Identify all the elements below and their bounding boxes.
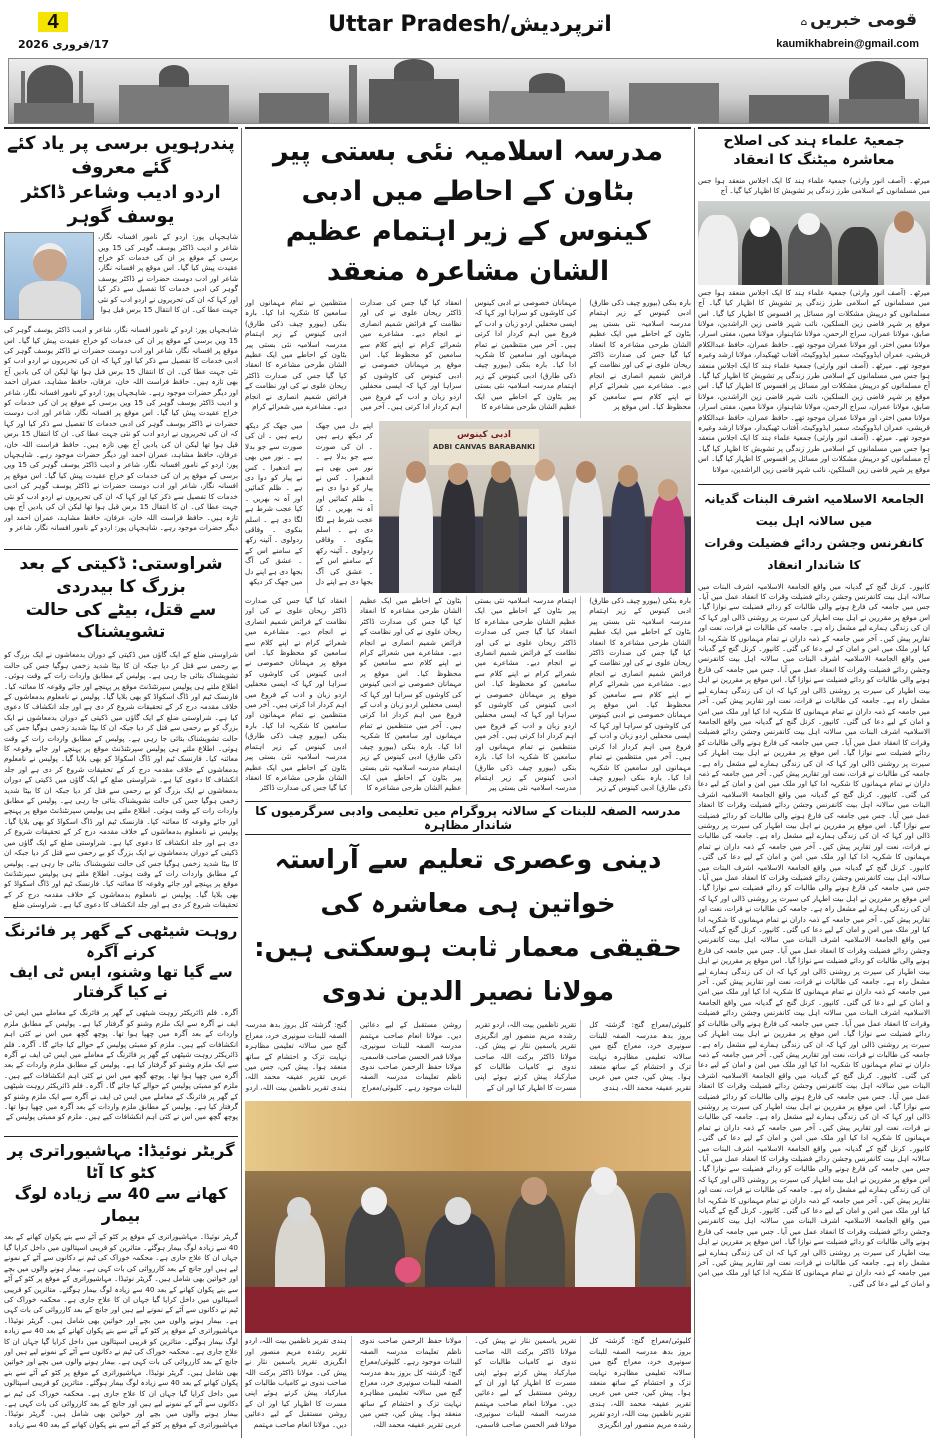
jamiat-headline: جمعیۃ علماء ہند کی اصلاح معاشرہ میٹنگ کا انعقاد (723, 133, 905, 168)
text-column: بارہ بنکی (بیورو چیف ذکی طارق) ادبی کینوس کے زیر اہتمام مدرسہ اسلامیہ نئی بستی پیر بٹاون کے احاطے میں ایک عظیم الشان طرحی مشاعرہ کا انعقاد کیا گیا جس کی صدارت ڈاکٹر ریحان علوی نے کی اور نظامت کے فرائض شمیم انصاری نے انجام دیے۔ مشاعرے میں شعرائے کرام نے اپنے کلام سے سامعین کو محظوظ کیا۔ اس موقع پر (589, 298, 691, 412)
text-column: کلیوئی/معراج گنج: گزشتہ کل بروز بدھ مدرسہ الصفہ للبنات سونپری خرد، معراج گنج میں سالانہ تعلیمی مظاہرہ نہایت تزک و احتشام کے ساتھ منعقد ہوا۔ پیش کیں، جس میں عربی تقریر عفیفہ محمد اللہ، ہندی (589, 1020, 691, 1092)
text-column: اہتمام مدرسہ اسلامیہ نئی بستی پیر بٹاون کے احاطے میں ایک عظیم الشان طرحی مشاعرہ کا انعقاد کیا گیا جس کی صدارت ڈاکٹر ریحان علوی نے کی اور نظامت کے فرائض شمیم انصاری نے انجام دیے۔ مشاعرے میں شعرائے کرام نے اپنے کلام سے سامعین کو محظوظ کیا۔ اس موقع پر مہمانان خصوصی نے ادبی کینوس کی کاوشوں کو سراہا اور کہا کہ ایسی محفلیں اردو زبان و ادب کے فروغ میں اہم کردار ادا کرتی ہیں۔ آخر میں منتظمین نے تمام مہمانوں اور سامعین کا شکریہ ادا کیا۔ بارہ بنکی (بیورو چیف ذکی طارق) ادبی کینوس کے زیر اہتمام مدرسہ اسلامیہ نئی بستی پیر (475, 596, 582, 795)
jamiat-meeting-photo (698, 201, 930, 285)
text-column: میرٹھ۔ (آصف انور وارثی) جمعیۃ علماء ہند کا ایک اجلاس منعقد ہوا جس میں مسلمانوں کے اسلامی طرز زندگی پر تشویش کا اظہار کیا گیا۔ آج (698, 175, 930, 196)
second-headline: دینی وعصری تعلیم سے آراستہ خواتین ہی معاشرہ کی حقیقی معمار ثابت ہوسکتی ہیں: مولانا نصیر الدین ندوی (254, 845, 682, 1008)
text-column: شاہجہاں پور: اردو کے نامور افسانہ نگار، شاعر و ادیب ڈاکٹر یوسف گوہر کی 15 ویں برسی کے موقع پر ان کی خدمات کو خراج عقیدت پیش کیا گیا۔ اس موقع پر افسانہ نگار، شاعر اور ادب دوست حضرات نے ڈاکٹر یوسف گوہر کی ادبی خدمات کا تفصیل سے ذکر کیا اور کہا کہ ان کی تحریروں نے اردو ادب کو نئی جہت عطا کی۔ ان کا انتقال 15 برس قبل ہوا (98, 232, 238, 315)
photo-banner-text-en: ADBI CANVAS BARABANKI (432, 443, 536, 451)
text-column: روشن مستقبل کے لیے دعائیں دیں۔ مولانا انعام صاحب مہتمم مدرسہ الصفہ للبنات سونپری، مولانا قمر الحسن صاحب قاسمی، مولانا حفظ الرحمن صاحب ندوی ناظم تعلیمات مدرسہ الصفہ للبنات موجود رہے۔ کلیوئی/معراج (360, 1020, 467, 1098)
photo-banner-text: ادبی کینوس (457, 430, 511, 440)
agra-body (4, 1008, 238, 1130)
text-column: کلیوئی/معراج گنج: گزشتہ کل بروز بدھ مدرسہ الصفہ للبنات سونپری خرد، معراج گنج میں سالانہ تعلیمی مظاہرہ نہایت تزک و احتشام کے ساتھ منعقد ہوا۔ پیش کیں، جس میں عربی تقریر عفیفہ محمد اللہ، ہندی تقریر ناظمین بیت اللہ، اردو تقریر رشدہ مریم منصور اور انگریزی (589, 1336, 691, 1429)
text-column: تقریر ناظمین بیت اللہ، اردو تقریر رشدہ مریم منصور اور انگریزی تقریر یاسمین نثار نے پیش کی۔ مولانا ڈاکٹر برکت اللہ صاحب ندوی نے کامیاب طالبات کو مبارکباد پیش کرتے ہوئے اپنی مسرت کا اظہار کیا اور ان کے (475, 1020, 582, 1098)
middle-column (245, 127, 691, 1439)
text-column: شراوستی ضلع کے ایک گاؤں میں ڈکیتی کے دوران بدمعاشوں نے ایک بزرگ کو بے رحمی سے قتل کر دیا جبکہ ان کا بیٹا شدید زخمی ہوگیا جس کی حالت تشویشناک بتائی جا رہی ہے۔ پولیس کے مطابق واردات رات کے وقت ہوئی۔ اطلاع ملتے ہی پولیس سپرنٹنڈنٹ موقع پر پہنچے اور جائے وقوعہ کا معائنہ کیا۔ فارنسک ٹیم اور ڈاگ اسکواڈ کو بھی بلایا گیا۔ پولیس نے نامعلوم بدمعاشوں کے خلاف مقدمہ درج کر کے تحقیقات شروع کر دی ہے اور جلد انکشاف کا دعوی کیا ہے۔ شراوستی ضلع کے ایک گاؤں میں ڈکیتی کے دوران بدمعاشوں نے ایک بزرگ کو بے رحمی سے قتل کر دیا جبکہ ان کا بیٹا شدید زخمی ہوگیا جس کی حالت تشویشناک بتائی جا رہی ہے۔ پولیس کے مطابق واردات رات کے وقت ہوئی۔ اطلاع ملتے ہی پولیس سپرنٹنڈنٹ موقع پر پہنچے اور جائے وقوعہ کا معائنہ کیا۔ فارنسک ٹیم اور ڈاگ اسکواڈ کو بھی بلایا گیا۔ پولیس نے نامعلوم بدمعاشوں کے خلاف مقدمہ درج کر کے تحقیقات شروع کر دی ہے اور جلد انکشاف کا دعوی کیا ہے۔ شراوستی ضلع کے ایک گاؤں میں ڈکیتی کے دوران بدمعاشوں نے ایک بزرگ کو بے رحمی سے قتل کر دیا جبکہ ان کا بیٹا شدید زخمی ہوگیا جس کی حالت تشویشناک بتائی جا رہی ہے۔ پولیس کے مطابق واردات رات کے وقت ہوئی۔ اطلاع ملتے ہی پولیس سپرنٹنڈنٹ موقع پر پہنچے اور جائے وقوعہ کا معائنہ کیا۔ فارنسک ٹیم اور ڈاگ اسکواڈ کو بھی بلایا گیا۔ پولیس نے نامعلوم بدمعاشوں کے خلاف مقدمہ درج کر کے تحقیقات شروع کر دی ہے اور جلد انکشاف کا دعوی کیا ہے۔ شراوستی ضلع کے ایک گاؤں میں ڈکیتی کے دوران بدمعاشوں نے ایک بزرگ کو بے رحمی سے قتل کر دیا جبکہ ان کا بیٹا شدید زخمی ہوگیا جس کی حالت تشویشناک بتائی جا رہی ہے۔ پولیس کے مطابق واردات رات کے وقت ہوئی۔ اطلاع ملتے ہی پولیس سپرنٹنڈنٹ موقع پر پہنچے اور جائے وقوعہ کا معائنہ کیا۔ فارنسک ٹیم اور ڈاگ اسکواڈ کو بھی بلایا گیا۔ پولیس نے نامعلوم بدمعاشوں کے خلاف مقدمہ درج کر کے تحقیقات شروع کر دی ہے اور جلد انکشاف کا دعوی کیا ہے۔ شراوستی ضلع (4, 650, 238, 910)
left-column (4, 127, 238, 1439)
text-column: میں جھک کر دیکھ رہے ہیں ۔ ان کی صورت سے جو بدلا ہے ۔ نور میں بھی ہے اندھیرا ۔ کس نے پیار کو دوا دی ہے ۔ ظلم کمائیں اور آہ نہ بھریں ۔ کیا عجب شرط ہے لگا دی ہے ۔ اسلم بنکوی ۔ وفاقی ردولوی ۔ آئینہ رکھ کے سامنے اس کے ۔ عشق کی آگ بجھا دی ہے اپنے دل میں جھک کر دیکھ (245, 421, 308, 593)
gohar-body-side (98, 232, 238, 320)
text-column: انعقاد کیا گیا جس کی صدارت ڈاکٹر ریحان علوی نے کی اور نظامت کے فرائض شمیم انصاری نے انجام دیے۔ مشاعرے میں شعرائے کرام نے اپنے کلام سے سامعین کو محظوظ کیا۔ اس موقع پر مہمانان خصوصی نے ادبی کینوس کی کاوشوں کو سراہا اور کہا کہ ایسی محفلیں اردو زبان و ادب کے فروغ میں اہم کردار ادا کرتی ہیں۔ آخر میں منتظمین نے تمام مہمانوں اور سامعین کا شکریہ ادا کیا۔ بارہ بنکی (بیورو چیف ذکی طارق) ادبی کینوس کے زیر اہتمام مدرسہ اسلامیہ نئی بستی پیر بٹاون کے احاطے میں ایک عظیم الشان طرحی مشاعرہ کا انعقاد کیا گیا جس کی صدارت ڈاکٹر (245, 596, 352, 795)
main-headline: مدرسہ اسلامیہ نئی بستی پیر بٹاون کے احاطے میں ادبی کینوس کے زیر اہتمام عظیم الشان مشاعرہ منعقد (272, 136, 664, 287)
text-column: ہندی تقریر ناظمین بیت اللہ، اردو تقریر رشدہ مریم منصور اور انگریزی تقریر یاسمین نثار نے پیش کی۔ مولانا ڈاکٹر برکت اللہ صاحب ندوی نے کامیاب طالبات کو مبارکباد پیش کرتے ہوئے اپنی مسرت کا اظہار کیا اور ان کے روشن مستقبل کے لیے دعائیں دیں۔ مولانا انعام صاحب مہتمم (245, 1336, 352, 1436)
jamia-body (698, 582, 930, 1436)
newspaper-logo (801, 10, 917, 30)
noida-headline: گریٹر نوئیڈا: مہاشیوراتری پر کٹو کا آٹا کھانے سے 40 سے زیادہ لوگ بیمار (7, 1141, 235, 1225)
issue-date: 17/فروری 2026 (18, 38, 110, 51)
text-column: گنج: گزشتہ کل بروز بدھ مدرسہ الصفہ للبنات سونپری خرد، معراج گنج میں سالانہ تعلیمی مظاہرہ نہایت تزک و احتشام کے ساتھ منعقد ہوا۔ پیش کیں، جس میں عربی تقریر عفیفہ محمد اللہ، ہندی تقریر ناظمین بیت اللہ، اردو (245, 1020, 352, 1098)
gohar-headline: پندرہویں برسی پر یاد کئے گئے معروف اردو ادیب وشاعر ڈاکٹر یوسف گوہر (7, 133, 235, 227)
second-body (245, 1336, 691, 1436)
text-column: آگرہ۔ فلم ڈائریکٹر روہت شیٹھی کے گھر پر فائرنگ کے معاملے میں ایس ٹی ایف نے آگرہ سے ایک ملزم وشنو کو گرفتار کیا ہے۔ پولیس کے مطابق ملزم واردات کے بعد آگرہ میں چھپا ہوا تھا۔ پوچھ گچھ میں اس نے کئی اہم انکشافات کیے ہیں۔ ملزم کو ممبئی پولیس کے حوالے کیا جائے گا۔ آگرہ۔ فلم ڈائریکٹر روہت شیٹھی کے گھر پر فائرنگ کے معاملے میں ایس ٹی ایف نے آگرہ سے ایک ملزم وشنو کو گرفتار کیا ہے۔ پولیس کے مطابق ملزم واردات کے بعد آگرہ میں چھپا ہوا تھا۔ پوچھ گچھ میں اس نے کئی اہم انکشافات کیے ہیں۔ ملزم کو ممبئی پولیس کے حوالے کیا جائے گا۔ آگرہ۔ فلم ڈائریکٹر روہت شیٹھی کے گھر پر فائرنگ کے معاملے میں ایس ٹی ایف نے آگرہ سے ایک ملزم وشنو کو گرفتار کیا ہے۔ پولیس کے مطابق ملزم واردات کے بعد آگرہ میں چھپا ہوا تھا۔ پوچھ گچھ میں اس نے کئی اہم انکشافات کیے ہیں۔ ملزم کو ممبئی پولیس کے (4, 1008, 238, 1122)
text-column: مہمانان خصوصی نے ادبی کینوس کی کاوشوں کو سراہا اور کہا کہ ایسی محفلیں اردو زبان و ادب کے فروغ میں اہم کردار ادا کرتی ہیں۔ آخر میں منتظمین نے تمام مہمانوں اور سامعین کا شکریہ ادا کیا۔ بارہ بنکی (بیورو چیف ذکی طارق) ادبی کینوس کے زیر اہتمام مدرسہ اسلامیہ نئی بستی پیر بٹاون کے احاطے میں ایک عظیم الشان طرحی مشاعرہ کا (475, 298, 582, 418)
noida-body (4, 1232, 238, 1436)
text-column: منتظمین نے تمام مہمانوں اور سامعین کا شکریہ ادا کیا۔ بارہ بنکی (بیورو چیف ذکی طارق) ادبی کینوس کے زیر اہتمام مدرسہ اسلامیہ نئی بستی پیر بٹاون کے احاطے میں ایک عظیم الشان طرحی مشاعرہ کا انعقاد کیا گیا جس کی صدارت ڈاکٹر ریحان علوی نے کی اور نظامت کے فرائض شمیم انصاری نے انجام دیے۔ مشاعرے میں شعرائے کرام (245, 298, 352, 418)
text-column: تقریر یاسمین نثار نے پیش کی۔ مولانا ڈاکٹر برکت اللہ صاحب ندوی نے کامیاب طالبات کو مبارکباد پیش کرتے ہوئے اپنی مسرت کا اظہار کیا اور ان کے روشن مستقبل کے لیے دعائیں دیں۔ مولانا انعام صاحب مہتمم مدرسہ الصفہ للبنات سونپری، مولانا قمر الحسن صاحب قاسمی، (475, 1336, 582, 1436)
text-column: بارہ بنکی (بیورو چیف ذکی طارق) ادبی کینوس کے زیر اہتمام مدرسہ اسلامیہ نئی بستی پیر بٹاون کے احاطے میں ایک عظیم الشان طرحی مشاعرہ کا انعقاد کیا گیا جس کی صدارت ڈاکٹر ریحان علوی نے کی اور نظامت کے فرائض شمیم انصاری نے انجام دیے۔ مشاعرے میں شعرائے کرام نے اپنے کلام سے سامعین کو محظوظ کیا۔ اس موقع پر مہمانان خصوصی نے ادبی کینوس کی کاوشوں کو سراہا اور کہا کہ ایسی محفلیں اردو زبان و ادب کے فروغ میں اہم کردار ادا کرتی ہیں۔ آخر میں منتظمین نے تمام مہمانوں اور سامعین کا شکریہ ادا کیا۔ بارہ بنکی (بیورو چیف ذکی طارق) ادبی کینوس کے زیر (589, 596, 691, 793)
shravasti-headline: شراوستی: ڈکیتی کے بعد بزرگ کا بیدردی سے قتل، بیٹے کی حالت تشویشناک (19, 553, 223, 643)
jamiat-body-intro (698, 176, 930, 198)
logo-text: قومی خبریں (810, 10, 917, 30)
text-column: گریٹر نوئیڈا۔ مہاشیوراتری کے موقع پر کٹو کے آٹے سے بنے پکوان کھانے کے بعد 40 سے زیادہ لوگ بیمار ہوگئے۔ متاثرین کو قریبی اسپتالوں میں داخل کرایا گیا جہاں ان کا علاج جاری ہے۔ محکمہ خوراک کی ٹیم نے دکانوں سے آٹے کے نمونے لیے ہیں اور جانچ کے بعد کارروائی کی بات کہی ہے۔ بیمار ہونے والوں میں بچے اور خواتین بھی شامل ہیں۔ گریٹر نوئیڈا۔ مہاشیوراتری کے موقع پر کٹو کے آٹے سے بنے پکوان کھانے کے بعد 40 سے زیادہ لوگ بیمار ہوگئے۔ متاثرین کو قریبی اسپتالوں میں داخل کرایا گیا جہاں ان کا علاج جاری ہے۔ محکمہ خوراک کی ٹیم نے دکانوں سے آٹے کے نمونے لیے ہیں اور جانچ کے بعد کارروائی کی بات کہی ہے۔ بیمار ہونے والوں میں بچے اور خواتین بھی شامل ہیں۔ گریٹر نوئیڈا۔ مہاشیوراتری کے موقع پر کٹو کے آٹے سے بنے پکوان کھانے کے بعد 40 سے زیادہ لوگ بیمار ہوگئے۔ متاثرین کو قریبی اسپتالوں میں داخل کرایا گیا جہاں ان کا علاج جاری ہے۔ محکمہ خوراک کی ٹیم نے دکانوں سے آٹے کے نمونے لیے ہیں اور جانچ کے بعد کارروائی کی بات کہی ہے۔ بیمار ہونے والوں میں بچے اور خواتین بھی شامل ہیں۔ گریٹر نوئیڈا۔ مہاشیوراتری کے موقع پر کٹو کے آٹے سے بنے پکوان کھانے کے بعد 40 سے زیادہ لوگ بیمار ہوگئے۔ متاثرین کو قریبی اسپتالوں میں داخل کرایا گیا جہاں ان کا علاج جاری ہے۔ محکمہ خوراک کی ٹیم نے دکانوں سے آٹے کے نمونے لیے ہیں اور جانچ کے بعد کارروائی کی بات کہی ہے۔ بیمار ہونے والوں میں بچے اور خواتین بھی شامل ہیں۔ گریٹر نوئیڈا۔ مہاشیوراتری کے موقع پر کٹو کے آٹے سے بنے پکوان کھانے کے بعد 40 سے زیادہ (4, 1232, 238, 1429)
main-poem (245, 421, 373, 593)
text-column: اپنے دل میں جھک کر دیکھ رہے ہیں ۔ ان کی صورت سے جو بدلا ہے ۔ نور میں بھی ہے اندھیرا ۔ کس نے پیار کو دوا دی ہے ۔ ظلم کمائیں اور آہ نہ بھریں ۔ کیا عجب شرط ہے لگا دی ہے ۔ اسلم بنکوی ۔ وفاقی ردولوی ۔ آئینہ رکھ کے سامنے اس کے ۔ عشق کی آگ بجھا دی ہے اپنے دل (315, 421, 373, 587)
logo-mark: ⌂ (800, 18, 808, 28)
madrasa-event-photo (245, 1101, 691, 1333)
mushaira-photo (379, 421, 691, 593)
second-subheadline: مدرسہ الصفہ للبنات کے سالانہ پروگرام میں تعلیمی وادبی سرگرمیوں کا شاندار مظاہرہ (255, 804, 681, 833)
gohar-body (4, 325, 238, 542)
page-title: Uttar Pradesh/اترپردیش (328, 12, 612, 37)
agra-headline: روہت شیٹھی کے گھر پر فائرنگ کرنے آگرہ سے گیا تھا وشنو، ایس ٹی ایف نے کیا گرفتار (4, 922, 238, 1002)
main-body (245, 596, 691, 795)
text-column: کانپور۔ کرنل گنج کے گدیانہ میں واقع الجامعۃ الاسلامیہ اشرف البنات میں سالانہ اہل بیت کانفرنس وجشن ردائے فضیلت وقرات کا انعقاد عمل میں آیا۔ جس میں جامعہ کی فارغ ہونے والی طالبات کو ردائے فضیلت سے نوازا گیا۔ اس موقع پر مقررین نے اہل بیت اطہار کی سیرت پر روشنی ڈالی اور کہا کہ ان کی زندگی ہمارے لیے مشعل راہ ہے۔ جامعہ کی طالبات نے قرات، نعت اور تقاریر پیش کیں۔ آخر میں جامعہ کے ذمہ داران نے تمام مہمانوں کا شکریہ ادا کیا اور ملک میں امن و امان کے لیے دعا کی گئی۔ کانپور۔ کرنل گنج کے گدیانہ میں واقع الجامعۃ الاسلامیہ اشرف البنات میں سالانہ اہل بیت کانفرنس وجشن ردائے فضیلت وقرات کا انعقاد عمل میں آیا۔ جس میں جامعہ کی فارغ ہونے والی طالبات کو ردائے فضیلت سے نوازا گیا۔ اس موقع پر مقررین نے اہل بیت اطہار کی سیرت پر روشنی ڈالی اور کہا کہ ان کی زندگی ہمارے لیے مشعل راہ ہے۔ جامعہ کی طالبات نے قرات، نعت اور تقاریر پیش کیں۔ آخر میں جامعہ کے ذمہ داران نے تمام مہمانوں کا شکریہ ادا کیا اور ملک میں امن و امان کے لیے دعا کی گئی۔ کانپور۔ کرنل گنج کے گدیانہ میں واقع الجامعۃ الاسلامیہ اشرف البنات میں سالانہ اہل بیت کانفرنس وجشن ردائے فضیلت وقرات کا انعقاد عمل میں آیا۔ جس میں جامعہ کی فارغ ہونے والی طالبات کو ردائے فضیلت سے نوازا گیا۔ اس موقع پر مقررین نے اہل بیت اطہار کی سیرت پر روشنی ڈالی اور کہا کہ ان کی زندگی ہمارے لیے مشعل راہ ہے۔ جامعہ کی طالبات نے قرات، نعت اور تقاریر پیش کیں۔ آخر میں جامعہ کے ذمہ داران نے تمام مہمانوں کا شکریہ ادا کیا اور ملک میں امن و امان کے لیے دعا کی گئی۔ کانپور۔ کرنل گنج کے گدیانہ میں واقع الجامعۃ الاسلامیہ اشرف البنات میں سالانہ اہل بیت کانفرنس وجشن ردائے فضیلت وقرات کا انعقاد عمل میں آیا۔ جس میں جامعہ کی فارغ ہونے والی طالبات کو ردائے فضیلت سے نوازا گیا۔ اس موقع پر مقررین نے اہل بیت اطہار کی سیرت پر روشنی ڈالی اور کہا کہ ان کی زندگی ہمارے لیے مشعل راہ ہے۔ جامعہ کی طالبات نے قرات، نعت اور تقاریر پیش کیں۔ آخر میں جامعہ کے ذمہ داران نے تمام مہمانوں کا شکریہ ادا کیا اور ملک میں امن و امان کے لیے دعا کی گئی۔ کانپور۔ کرنل گنج کے گدیانہ میں واقع الجامعۃ الاسلامیہ اشرف البنات میں سالانہ اہل بیت کانفرنس وجشن ردائے فضیلت وقرات کا انعقاد عمل میں آیا۔ جس میں جامعہ کی فارغ ہونے والی طالبات کو ردائے فضیلت سے نوازا گیا۔ اس موقع پر مقررین نے اہل بیت اطہار کی سیرت پر روشنی ڈالی اور کہا کہ ان کی زندگی ہمارے لیے مشعل راہ ہے۔ جامعہ کی طالبات نے قرات، نعت اور تقاریر پیش کیں۔ آخر میں جامعہ کے ذمہ داران نے تمام مہمانوں کا شکریہ ادا کیا اور ملک میں امن و امان کے لیے دعا کی گئی۔ کانپور۔ کرنل گنج کے گدیانہ میں واقع الجامعۃ الاسلامیہ اشرف البنات میں سالانہ اہل بیت کانفرنس وجشن ردائے فضیلت وقرات کا انعقاد عمل میں آیا۔ جس میں جامعہ کی فارغ ہونے والی طالبات کو ردائے فضیلت سے نوازا گیا۔ اس موقع پر مقررین نے اہل بیت اطہار کی سیرت پر روشنی ڈالی اور کہا کہ ان کی زندگی ہمارے لیے مشعل راہ ہے۔ جامعہ کی طالبات نے قرات، نعت اور تقاریر پیش کیں۔ آخر میں جامعہ کے ذمہ داران نے تمام مہمانوں کا شکریہ ادا کیا اور ملک میں امن و امان کے لیے دعا کی گئی۔ کانپور۔ کرنل گنج کے گدیانہ میں واقع الجامعۃ الاسلامیہ اشرف البنات میں سالانہ اہل بیت کانفرنس وجشن ردائے فضیلت وقرات کا انعقاد عمل میں آیا۔ جس میں جامعہ کی فارغ ہونے والی طالبات کو ردائے فضیلت سے نوازا گیا۔ اس موقع پر مقررین نے اہل بیت اطہار کی سیرت پر روشنی ڈالی اور کہا کہ ان کی زندگی ہمارے لیے مشعل راہ ہے۔ جامعہ کی طالبات نے قرات، نعت اور تقاریر پیش کیں۔ آخر میں جامعہ کے ذمہ داران نے تمام مہمانوں کا شکریہ ادا کیا اور ملک میں امن و امان کے لیے دعا کی گئی۔ کانپور۔ کرنل گنج کے گدیانہ میں واقع الجامعۃ الاسلامیہ اشرف البنات میں سالانہ اہل بیت کانفرنس وجشن ردائے فضیلت وقرات کا انعقاد عمل میں آیا۔ جس میں جامعہ کی فارغ ہونے والی طالبات کو ردائے فضیلت سے نوازا گیا۔ اس موقع پر مقررین نے اہل بیت اطہار کی سیرت پر روشنی ڈالی اور کہا کہ ان کی زندگی ہمارے لیے مشعل راہ ہے۔ جامعہ کی طالبات نے قرات، نعت اور تقاریر پیش کیں۔ آخر میں جامعہ کے ذمہ داران نے تمام مہمانوں کا شکریہ ادا کیا اور ملک میں امن و امان کے لیے دعا کی گئی۔ کانپور۔ کرنل گنج کے گدیانہ میں واقع الجامعۃ الاسلامیہ اشرف البنات میں سالانہ اہل بیت کانفرنس وجشن ردائے فضیلت وقرات کا انعقاد عمل میں آیا۔ جس میں جامعہ کی فارغ ہونے والی طالبات کو ردائے فضیلت سے نوازا گیا۔ اس موقع پر مقررین نے اہل بیت اطہار کی سیرت پر روشنی ڈالی اور کہا کہ ان کی زندگی ہمارے لیے مشعل راہ ہے۔ جامعہ کی طالبات نے قرات، نعت اور تقاریر پیش کیں۔ آخر میں جامعہ کے ذمہ داران نے تمام مہمانوں کا شکریہ ادا کیا اور ملک میں امن و امان کے لیے دعا کی گئی۔ کانپور۔ کرنل گنج کے گدیانہ میں واقع الجامعۃ الاسلامیہ اشرف البنات میں سالانہ اہل بیت کانفرنس وجشن ردائے فضیلت وقرات کا انعقاد عمل میں آیا۔ جس میں جامعہ کی فارغ ہونے والی طالبات کو ردائے فضیلت سے نوازا گیا۔ اس موقع پر مقررین نے اہل بیت اطہار کی سیرت پر روشنی ڈالی اور کہا کہ ان کی زندگی ہمارے لیے مشعل راہ ہے۔ جامعہ کی طالبات نے قرات، نعت اور تقاریر پیش کیں۔ آخر میں جامعہ کے ذمہ داران نے تمام مہمانوں کا شکریہ ادا کیا اور ملک میں امن و امان کے لیے دعا کی گئی۔ (698, 581, 930, 1288)
contact-email[interactable]: kaumikhabrein@gmail.com (776, 38, 919, 50)
jamiat-body (698, 288, 930, 478)
jamia-headline: الجامعۃ الاسلامیہ اشرف البنات گدیانہ میں سالانہ اہل بیت کانفرنس وجشن ردائے فضیلت وقرات کا شاندار انعقاد (704, 491, 924, 572)
text-column: شاہجہاں پور: اردو کے نامور افسانہ نگار، شاعر و ادیب ڈاکٹر یوسف گوہر کی 15 ویں برسی کے موقع پر ان کی خدمات کو خراج عقیدت پیش کیا گیا۔ اس موقع پر افسانہ نگار، شاعر اور ادب دوست حضرات نے ڈاکٹر یوسف گوہر کی ادبی خدمات کا تفصیل سے ذکر کیا اور کہا کہ ان کی تحریروں نے اردو ادب کو نئی جہت عطا کی۔ ان کا انتقال 15 برس قبل ہوا تھا لیکن ان کی یادیں آج بھی تازہ ہیں۔ حافظ فراست اللہ خان، عرفان، حافظ مشاہد، عمران احمد اور دیگر حضرات موجود رہے۔ شاہجہاں پور: اردو کے نامور افسانہ نگار، شاعر و ادیب ڈاکٹر یوسف گوہر کی 15 ویں برسی کے موقع پر ان کی خدمات کو خراج عقیدت پیش کیا گیا۔ اس موقع پر افسانہ نگار، شاعر اور ادب دوست حضرات نے ڈاکٹر یوسف گوہر کی ادبی خدمات کا تفصیل سے ذکر کیا اور کہا کہ ان کی تحریروں نے اردو ادب کو نئی جہت عطا کی۔ ان کا انتقال 15 برس قبل ہوا تھا لیکن ان کی یادیں آج بھی تازہ ہیں۔ حافظ فراست اللہ خان، عرفان، حافظ مشاہد، عمران احمد اور دیگر حضرات موجود رہے۔ شاہجہاں پور: اردو کے نامور افسانہ نگار، شاعر و ادیب ڈاکٹر یوسف گوہر کی 15 ویں برسی کے موقع پر ان کی خدمات کو خراج عقیدت پیش کیا گیا۔ اس موقع پر افسانہ نگار، شاعر اور ادب دوست حضرات نے ڈاکٹر یوسف گوہر کی ادبی خدمات کا تفصیل سے ذکر کیا اور کہا کہ ان کی تحریروں نے اردو ادب کو نئی جہت عطا کی۔ ان کا انتقال 15 برس قبل ہوا تھا لیکن ان کی یادیں آج بھی تازہ ہیں۔ حافظ فراست اللہ خان، عرفان، حافظ مشاہد، عمران احمد اور دیگر حضرات موجود رہے۔ شاہجہاں پور: اردو کے نامور افسانہ نگار، شاعر و (4, 325, 238, 532)
skyline-banner-image (8, 58, 928, 124)
text-column: انعقاد کیا گیا جس کی صدارت ڈاکٹر ریحان علوی نے کی اور نظامت کے فرائض شمیم انصاری نے انجام دیے۔ مشاعرے میں شعرائے کرام نے اپنے کلام سے سامعین کو محظوظ کیا۔ اس موقع پر مہمانان خصوصی نے ادبی کینوس کی کاوشوں کو سراہا اور کہا کہ ایسی محفلیں اردو زبان و ادب کے فروغ میں اہم کردار ادا کرتی ہیں۔ آخر میں (360, 298, 467, 418)
author-portrait (4, 232, 94, 320)
page-number: 4 (38, 12, 68, 32)
second-body-top (245, 1020, 691, 1098)
text-column: مولانا حفظ الرحمن صاحب ندوی ناظم تعلیمات مدرسہ الصفہ للبنات موجود رہے۔ کلیوئی/معراج گنج: گزشتہ کل بروز بدھ مدرسہ الصفہ للبنات سونپری خرد، معراج گنج میں سالانہ تعلیمی مظاہرہ نہایت تزک و احتشام کے ساتھ منعقد ہوا۔ پیش کیں، جس میں عربی تقریر عفیفہ محمد اللہ، (360, 1336, 467, 1436)
shravasti-body (4, 650, 238, 911)
main-body-top (245, 298, 691, 418)
right-column (698, 127, 930, 1439)
text-column: میرٹھ۔ (آصف انور وارثی) جمعیۃ علماء ہند کا ایک اجلاس منعقد ہوا جس میں مسلمانوں کے اسلامی طرز زندگی پر تشویش کا اظہار کیا گیا۔ آج مسلمانوں کو درپیش مشکلات اور مسائل پر افسوس کا اظہار کیا گیا۔ اس موقع پر شہر قاضی زین السلکین، نائب شہر قاضی زین الراشدین، مولانا صابق، مولانا عمران، سراج الرحمن، مولانا شاہنواز، مولانا معین، مفتی اسرار، مولانا معین اختر، اور مولانا عمران موجود تھے۔ حافظ عمران، حافظ عبدالکلام قریشی، عمران ایڈووکیٹ، سمیر ایڈووکیٹ، آفتاب ٹھیکیدار، مولانا ارشد وغیرہ موجود تھے۔ میرٹھ۔ (آصف انور وارثی) جمعیۃ علماء ہند کا ایک اجلاس منعقد ہوا جس میں مسلمانوں کے اسلامی طرز زندگی پر تشویش کا اظہار کیا گیا۔ آج مسلمانوں کو درپیش مشکلات اور مسائل پر افسوس کا اظہار کیا گیا۔ اس موقع پر شہر قاضی زین السلکین، نائب شہر قاضی زین الراشدین، مولانا صابق، مولانا عمران، سراج الرحمن، مولانا شاہنواز، مولانا معین، مفتی اسرار، مولانا معین اختر، اور مولانا عمران موجود تھے۔ حافظ عمران، حافظ عبدالکلام قریشی، عمران ایڈووکیٹ، سمیر ایڈووکیٹ، آفتاب ٹھیکیدار، مولانا ارشد وغیرہ موجود تھے۔ میرٹھ۔ (آصف انور وارثی) جمعیۃ علماء ہند کا ایک اجلاس منعقد ہوا جس میں مسلمانوں کے اسلامی طرز زندگی پر تشویش کا اظہار کیا گیا۔ آج مسلمانوں کو درپیش مشکلات اور مسائل پر افسوس کا اظہار کیا گیا۔ اس موقع پر شہر قاضی زین السلکین، نائب شہر قاضی زین الراشدین، مولانا (698, 287, 930, 474)
text-column: بٹاون کے احاطے میں ایک عظیم الشان طرحی مشاعرہ کا انعقاد کیا گیا جس کی صدارت ڈاکٹر ریحان علوی نے کی اور نظامت کے فرائض شمیم انصاری نے انجام دیے۔ مشاعرے میں شعرائے کرام نے اپنے کلام سے سامعین کو محظوظ کیا۔ اس موقع پر مہمانان خصوصی نے ادبی کینوس کی کاوشوں کو سراہا اور کہا کہ ایسی محفلیں اردو زبان و ادب کے فروغ میں اہم کردار ادا کرتی ہیں۔ آخر میں منتظمین نے تمام مہمانوں اور سامعین کا شکریہ ادا کیا۔ بارہ بنکی (بیورو چیف ذکی طارق) ادبی کینوس کے زیر اہتمام مدرسہ اسلامیہ نئی بستی پیر بٹاون کے احاطے میں ایک عظیم الشان طرحی مشاعرہ کا (360, 596, 467, 795)
